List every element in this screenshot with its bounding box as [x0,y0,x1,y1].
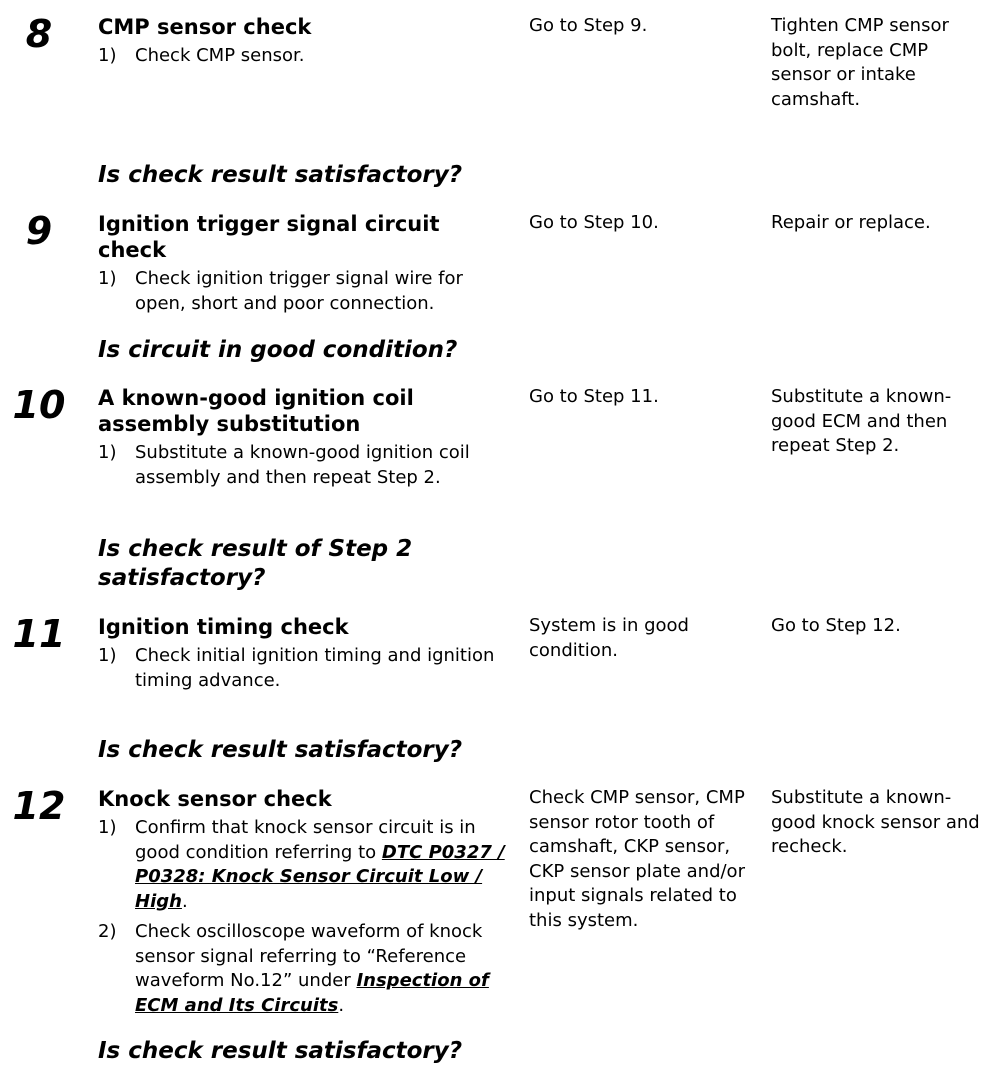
step-question: Is check result satisfactory? [98,1038,463,1064]
step-question: Is check result satisfactory? [98,737,463,763]
item-text: Check CMP sensor. [135,45,305,66]
step-procedure [98,614,510,699]
step-question: Is circuit in good condition? [98,337,458,363]
step-title: Knock sensor check [98,787,332,811]
procedure-item [98,441,510,490]
step-number: 10 [12,383,66,427]
item-text-prefix: Check oscilloscope waveform of knock sensor signal referring to “Reference waveform No.12” under [135,921,483,991]
step-number: 11 [12,612,66,656]
step-question: Is check result satisfactory? [98,162,463,188]
item-number: 1) [98,442,117,463]
item-number: 1) [98,268,117,289]
item-text-suffix: . [181,890,188,912]
no-action: Substitute a known-good ECM and then repeat Step 2. [771,386,952,456]
step-procedure [98,786,510,1024]
item-text: Substitute a known-good ignition coil assembly and then repeat Step 2. [135,442,470,488]
procedure-item [98,816,510,914]
yes-action: Go to Step 9. [529,15,648,36]
step-procedure [98,385,510,496]
step-title: CMP sensor check [98,15,312,39]
step-number: 9 [25,209,53,253]
procedure-item [98,267,510,316]
no-action: Repair or replace. [771,212,931,233]
procedure-item [98,44,510,69]
yes-action: Go to Step 11. [529,386,659,407]
no-action: Substitute a known-good knock sensor and recheck. [771,787,980,857]
step-title: A known-good ignition coil assembly substitution [98,386,414,436]
item-number: 1) [98,45,117,66]
no-action: Go to Step 12. [771,615,901,636]
step-question: Is check result of Step 2 satisfactory? [98,536,413,591]
step-procedure [98,211,510,322]
inspection-of-ecm-link[interactable]: Inspection of ECM and Its Circuits [135,970,489,1016]
item-number: 2) [98,921,117,942]
item-text: Check ignition trigger signal wire for open, short and poor connection. [135,268,463,314]
step-number: 12 [12,784,66,828]
item-text-prefix: Confirm that knock sensor circuit is in good condition referring to [135,817,476,863]
step-number: 8 [25,12,53,56]
dtc-p0327-p0328-link[interactable]: DTC P0327 / P0328: Knock Sensor Circuit Low / High [135,841,505,912]
step-title: Ignition timing check [98,615,349,639]
procedure-item [98,920,510,1018]
yes-action: Check CMP sensor, CMP sensor rotor tooth of camshaft, CKP sensor, CKP sensor plate and/or input signals related to this system. [529,787,745,931]
yes-action: Go to Step 10. [529,212,659,233]
no-action: Tighten CMP sensor bolt, replace CMP sensor or intake camshaft. [771,15,949,110]
item-number: 1) [98,817,117,838]
item-number: 1) [98,645,117,666]
procedure-item [98,644,510,693]
yes-action: System is in good condition. [529,615,689,661]
step-procedure [98,14,510,75]
step-title: Ignition trigger signal circuit check [98,212,440,262]
item-text: Check initial ignition timing and ignition timing advance. [135,645,495,691]
item-text-suffix: . [338,994,345,1016]
